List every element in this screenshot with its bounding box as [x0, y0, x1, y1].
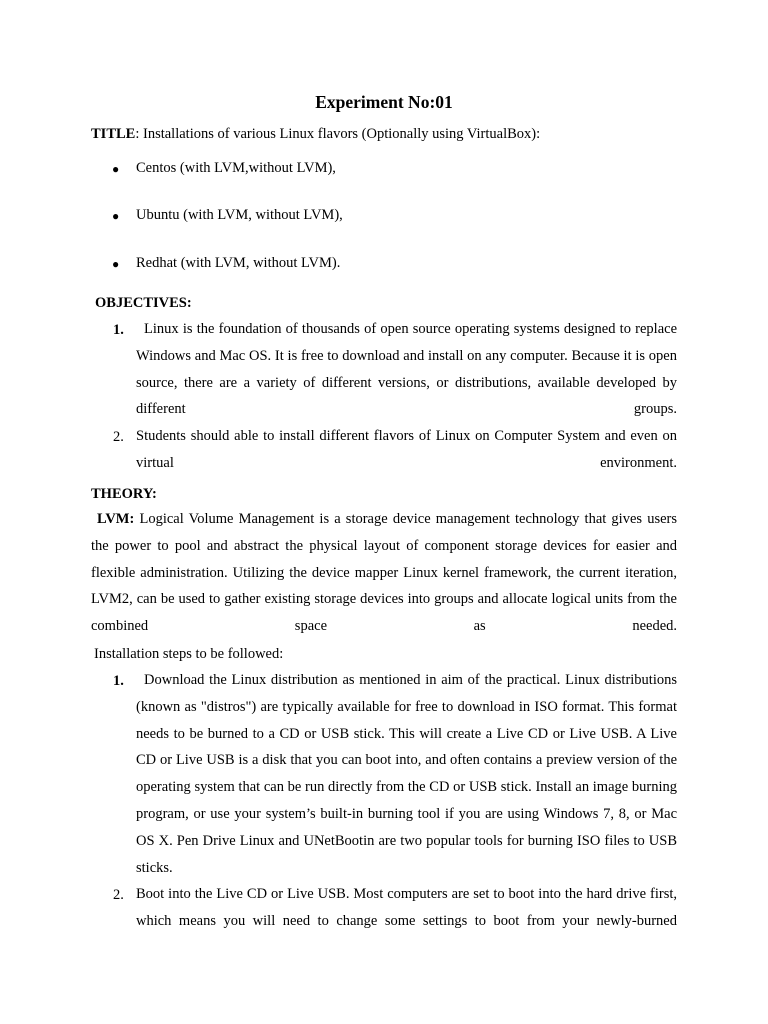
lvm-line: Logical Volume Management is a storage device management technology that gives: [139, 511, 643, 527]
steps-intro: Installation steps to be followed:: [94, 646, 284, 662]
objective-line: Linux is the foundation of thousands of open source operating systems designed to: [144, 321, 631, 337]
title-text: : Installations of various Linux flavors (Optionally using VirtualBox):: [135, 126, 541, 142]
lvm-line: units from the combined space as needed.: [91, 591, 677, 635]
theory-heading: [91, 486, 157, 503]
step-item: [136, 881, 677, 961]
objective-line: Because it is open source, there are a variety of different versions, or distributions,: [136, 347, 677, 391]
step-number: 2.: [113, 887, 124, 903]
list-item: Redhat (with LVM, without LVM).: [136, 255, 341, 271]
objective-item: [136, 423, 677, 503]
lvm-line: and flexible administration. Utilizing the device mapper Linux kernel framework, the current: [91, 537, 677, 581]
list-item: Ubuntu (with LVM, without LVM),: [136, 207, 343, 223]
objective-line: replace Windows and Mac OS. It is free to download and install on any computer.: [136, 321, 678, 364]
objective-line: on virtual environment.: [136, 428, 678, 471]
step-line: Boot into the Live CD or Live USB. Most computers are set to boot into the hard drive: [136, 886, 647, 902]
theory-heading-text: THEORY:: [91, 486, 157, 502]
step-line: format. This format needs to be burned to a CD or USB stick. This will create a Live CD: [136, 698, 678, 742]
step-line: are using Windows 7, 8, or Mac OS X. Pen Drive Linux and UNetBootin are two popular: [136, 805, 678, 849]
step-line: stick. Install an image burning program, or use your system’s built-in burning tool if you: [136, 779, 678, 822]
objective-line: available developed by different groups.: [136, 374, 677, 418]
objective-number: 1.: [113, 322, 124, 338]
step-item: [136, 667, 677, 908]
bullet-icon: ●: [112, 209, 120, 223]
title-line: [91, 126, 540, 143]
lvm-line: users the power to pool and abstract the physical layout of component storage devices for easier: [91, 511, 677, 554]
bullet-icon: ●: [112, 257, 120, 271]
step-line: distributions (known as "distros") are typically available for free to download in ISO: [136, 672, 678, 715]
objectives-heading: [95, 295, 192, 312]
objective-line: Students should able to install different flavors of Linux on Computer System and even: [136, 428, 658, 444]
step-line: or Live USB. A Live CD or Live USB is a disk that you can boot into, and often contains: [136, 725, 677, 769]
step-line: tools for burning ISO files to USB sticks.: [136, 832, 678, 876]
lvm-line: iteration, LVM2, can be used to gather existing storage devices into groups and allocate logical: [91, 564, 678, 608]
list-item: Centos (with LVM,without LVM),: [136, 160, 336, 176]
lvm-label: LVM:: [97, 511, 135, 527]
step-line: first, which means you will need to change some settings to boot from your newly-burned: [136, 886, 677, 929]
step-line: a preview version of the operating system that can be run directly from the CD or USB: [136, 752, 678, 796]
step-number: 1.: [113, 673, 124, 689]
step-line: Download the Linux distribution as mentioned in aim of the practical. Linux: [144, 672, 600, 688]
title-label: TITLE: [91, 126, 136, 142]
bullet-icon: ●: [112, 162, 120, 176]
page-title: Experiment No:01: [315, 92, 453, 112]
objectives-heading-text: OBJECTIVES:: [95, 295, 192, 311]
lvm-paragraph: [91, 506, 677, 667]
objective-number: 2.: [113, 429, 124, 445]
